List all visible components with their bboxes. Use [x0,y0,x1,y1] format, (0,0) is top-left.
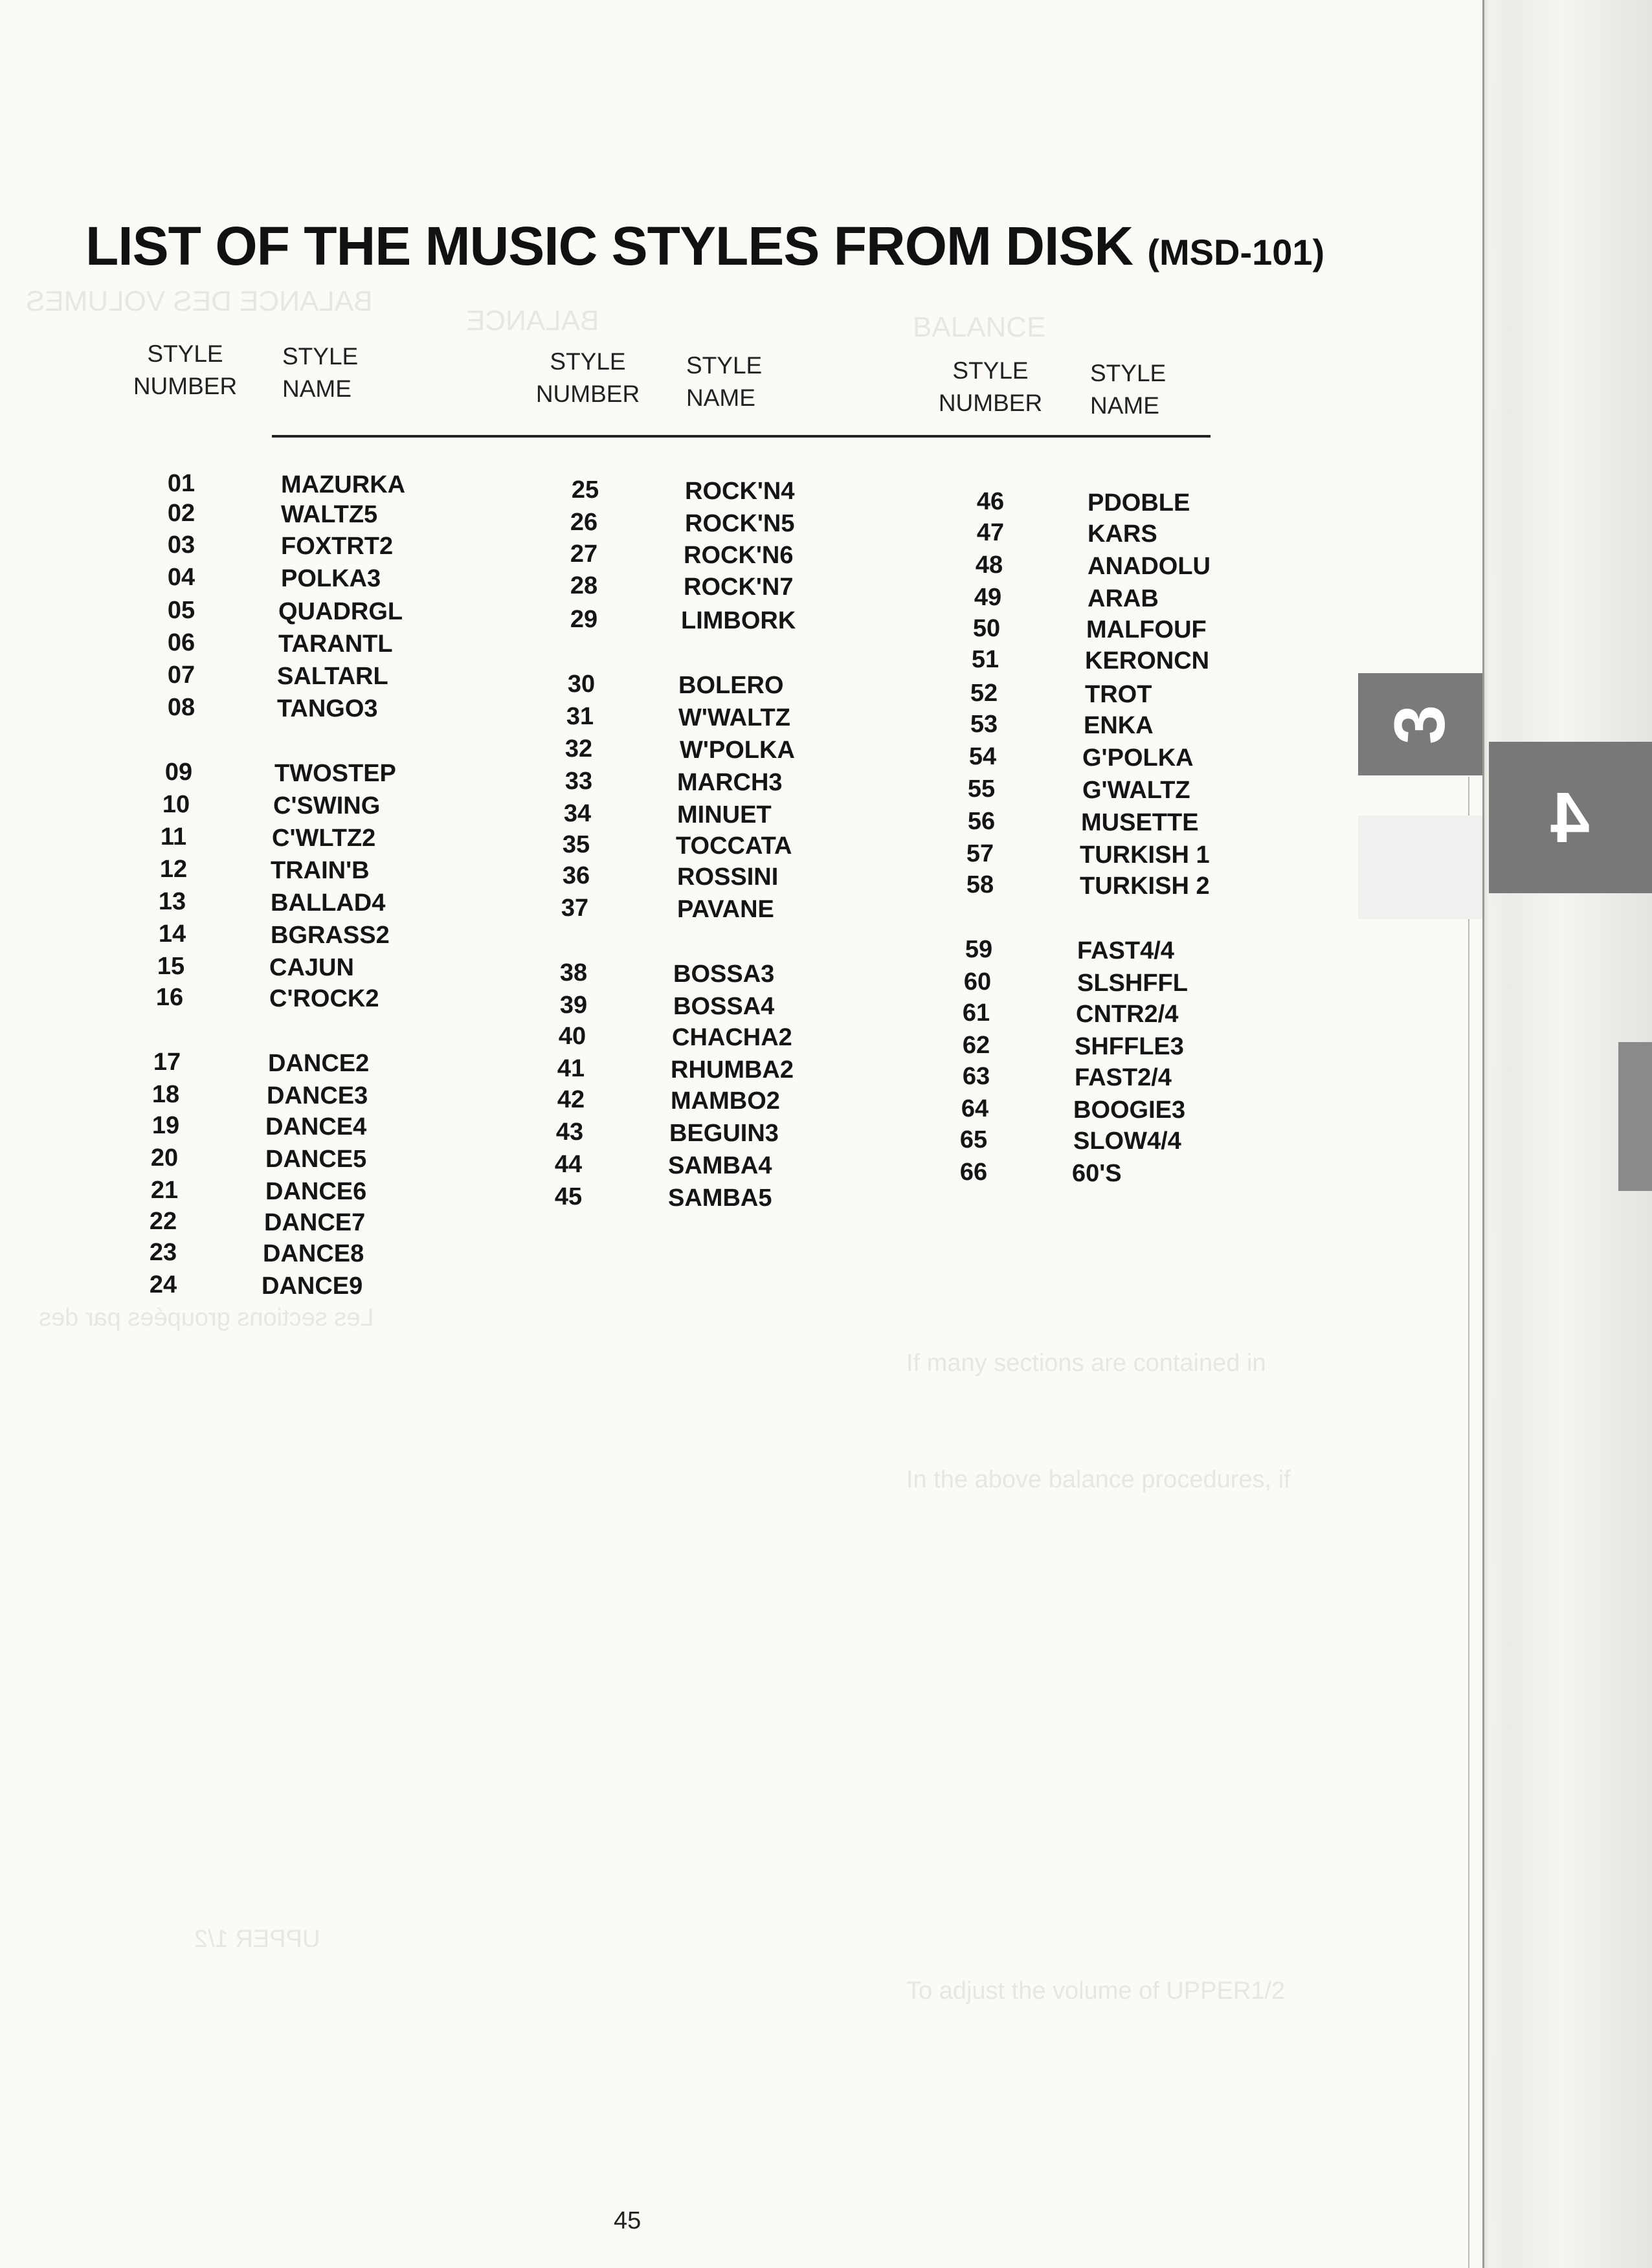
style-name: TROT [1085,681,1152,708]
style-number: 55 [967,775,996,803]
style-name: QUADRGL [278,598,403,625]
style-name: C'SWING [273,792,381,819]
style-name: DANCE6 [265,1178,367,1205]
style-name: CAJUN [269,954,354,981]
style-number: 45 [554,1183,583,1210]
style-name: TARANTL [278,630,393,658]
style-number: 19 [151,1112,180,1139]
style-name: DANCE2 [268,1050,370,1077]
style-number: 12 [159,856,188,883]
col3-name-header-line1: STYLE [1090,360,1166,386]
section-tab-3-label: 3 [1380,704,1460,744]
style-number: 57 [966,840,994,867]
style-number: 60 [963,968,992,995]
style-name: PAVANE [677,896,774,923]
style-number: 34 [563,800,592,827]
style-number: 21 [150,1177,179,1204]
style-name: SLOW4/4 [1073,1128,1181,1155]
style-number: 46 [976,488,1005,515]
style-name: ROCK'N7 [684,573,794,601]
style-name: BOLERO [678,672,784,699]
style-name: ANADOLU [1088,553,1211,580]
style-name: KERONCN [1085,647,1210,674]
style-number: 05 [167,597,195,624]
style-name: TRAIN'B [271,857,370,884]
style-number: 63 [962,1063,990,1090]
style-name: MINUET [677,801,772,828]
style-name: W'WALTZ [678,704,790,731]
style-name: DANCE9 [262,1273,363,1300]
style-number: 04 [167,564,195,591]
style-number: 06 [167,629,195,656]
page-edge-line [1468,777,1469,2268]
style-number: 42 [557,1086,585,1113]
page-number: 45 [614,2207,642,2234]
col1-name-header-line2: NAME [282,375,352,402]
header-rule [272,435,1211,438]
style-number: 56 [967,808,996,835]
col2-number-header-line2: NUMBER [535,381,640,407]
col2-name-header [686,350,762,414]
col3-number-header-line2: NUMBER [938,390,1043,416]
style-name: BGRASS2 [271,922,390,949]
style-name: 60'S [1072,1160,1122,1187]
page-title-model: (MSD-101) [1147,232,1325,272]
style-name: TOCCATA [676,832,792,860]
style-name: ENKA [1084,712,1154,739]
style-number: 18 [151,1081,180,1108]
style-name: G'WALTZ [1082,777,1190,804]
style-name: SLSHFFL [1077,970,1188,997]
style-name: DANCE8 [263,1240,364,1267]
style-name: DANCE7 [264,1209,366,1236]
style-name: SAMBA5 [668,1184,772,1212]
style-number: 01 [167,470,195,497]
col1-number-header-line1: STYLE [147,340,223,367]
style-number: 02 [167,500,195,527]
col2-name-header-line2: NAME [686,384,755,411]
style-name: MAMBO2 [671,1087,780,1115]
style-number: 08 [167,694,195,721]
style-number: 39 [559,992,588,1019]
style-number: 28 [570,572,598,599]
style-number: 14 [158,920,186,948]
style-number: 51 [971,646,999,673]
style-name: POLKA3 [281,565,381,592]
section-tab-4 [1489,742,1652,893]
style-number: 27 [570,540,598,568]
show-through-text: To adjust the volume of UPPER1/2 [906,1977,1286,2005]
style-name: DANCE5 [265,1146,367,1173]
show-through-text: In the above balance procedures, if [906,1466,1291,1493]
style-name: MARCH3 [677,769,783,796]
col1-number-header-line2: NUMBER [133,373,238,399]
style-number: 37 [561,895,589,922]
style-number: 23 [149,1239,177,1266]
style-number: 59 [965,936,993,963]
style-number: 64 [961,1095,989,1122]
col3-name-header-line2: NAME [1090,392,1159,419]
style-name: BOSSA3 [673,961,775,988]
style-name: FAST4/4 [1077,937,1174,964]
page-title-main: LIST OF THE MUSIC STYLES FROM DISK [85,216,1133,276]
style-name: BEGUIN3 [669,1120,779,1147]
style-name: CNTR2/4 [1076,1001,1179,1028]
style-number: 25 [571,476,599,504]
style-name: BOOGIE3 [1073,1096,1186,1124]
show-through-text: BALANCE [466,305,599,337]
style-number: 44 [554,1151,583,1178]
style-name: TWOSTEP [274,760,396,787]
page-title [85,215,1324,278]
style-number: 38 [559,959,588,986]
style-number: 29 [570,606,598,633]
style-name: MAZURKA [281,471,406,498]
col3-number-header-line1: STYLE [952,357,1029,384]
style-number: 61 [962,999,990,1027]
style-number: 52 [970,680,998,707]
style-number: 30 [567,671,596,698]
style-name: G'POLKA [1082,744,1194,772]
style-number: 24 [149,1271,177,1298]
style-name: ROCK'N4 [685,478,795,505]
section-tab-4-label: 4 [1550,777,1591,858]
style-name: C'WLTZ2 [272,825,376,852]
style-number: 15 [157,953,185,980]
style-number: 65 [959,1126,988,1153]
style-number: 40 [558,1023,586,1050]
show-through-text: BALANCE [913,311,1046,343]
style-name: TURKISH 1 [1080,841,1210,869]
style-number: 32 [564,735,593,762]
style-name: FAST2/4 [1075,1064,1172,1091]
style-name: WALTZ5 [281,501,378,528]
col3-name-header [1090,357,1166,422]
style-name: PDOBLE [1088,489,1190,517]
show-through-text: Les sections groupées par des [39,1304,374,1331]
style-name: CHACHA2 [672,1024,792,1051]
style-name: RHUMBA2 [671,1056,794,1084]
style-name: LIMBORK [681,607,796,634]
style-number: 20 [150,1144,179,1172]
style-name: SALTARL [277,663,388,690]
style-name: KARS [1088,520,1157,548]
style-number: 07 [167,662,195,689]
style-number: 50 [972,615,1001,642]
style-number: 66 [959,1159,988,1186]
style-number: 48 [975,551,1003,579]
style-number: 47 [976,519,1005,546]
style-name: SAMBA4 [668,1152,772,1179]
style-number: 35 [562,831,590,858]
style-name: SHFFLE3 [1075,1033,1184,1060]
style-name: C'ROCK2 [269,985,379,1012]
show-through-text: UPPER 1/2 [194,1926,320,1953]
show-through-text: If many sections are contained in [906,1350,1266,1377]
style-number: 53 [970,711,998,738]
style-number: 16 [155,984,184,1011]
col3-number-header [932,355,1049,419]
style-name: BOSSA4 [673,993,775,1020]
style-name: MALFOUF [1086,616,1207,643]
style-number: 62 [962,1032,990,1059]
show-through-text: BALANCE DES VOLUMES [26,285,373,317]
style-number: 26 [570,509,598,536]
style-number: 33 [564,768,593,795]
style-name: FOXTRT2 [281,533,394,560]
style-number: 31 [566,703,594,730]
style-number: 10 [162,791,190,818]
style-number: 54 [968,743,997,770]
style-number: 09 [164,759,193,786]
section-tab-ghost [1358,816,1482,919]
style-number: 49 [974,584,1002,611]
style-number: 13 [158,888,186,915]
style-number: 41 [557,1055,585,1082]
style-number: 36 [562,862,590,889]
style-name: TANGO3 [277,695,378,722]
section-tab-3 [1358,673,1482,775]
style-name: ROCK'N5 [685,510,795,537]
style-number: 43 [555,1118,584,1146]
style-number: 03 [167,531,195,559]
col2-number-header-line1: STYLE [550,348,626,375]
col1-name-header [282,340,358,405]
next-page-tab [1618,1042,1652,1191]
style-number: 58 [966,871,994,898]
style-name: DANCE3 [267,1082,368,1109]
style-name: ROSSINI [677,863,779,891]
col1-name-header-line1: STYLE [282,343,359,370]
style-name: TURKISH 2 [1080,873,1210,900]
style-name: W'POLKA [680,737,795,764]
style-number: 22 [149,1208,177,1235]
page-edge-line [1482,0,1484,2268]
col1-number-header [127,338,243,403]
col2-number-header [530,346,646,410]
style-name: MUSETTE [1081,809,1199,836]
style-number: 11 [160,823,187,850]
style-name: DANCE4 [265,1113,367,1140]
col2-name-header-line1: STYLE [686,352,763,379]
style-name: ROCK'N6 [684,542,794,569]
style-name: BALLAD4 [271,889,386,917]
style-number: 17 [153,1049,181,1076]
style-name: ARAB [1088,585,1159,612]
